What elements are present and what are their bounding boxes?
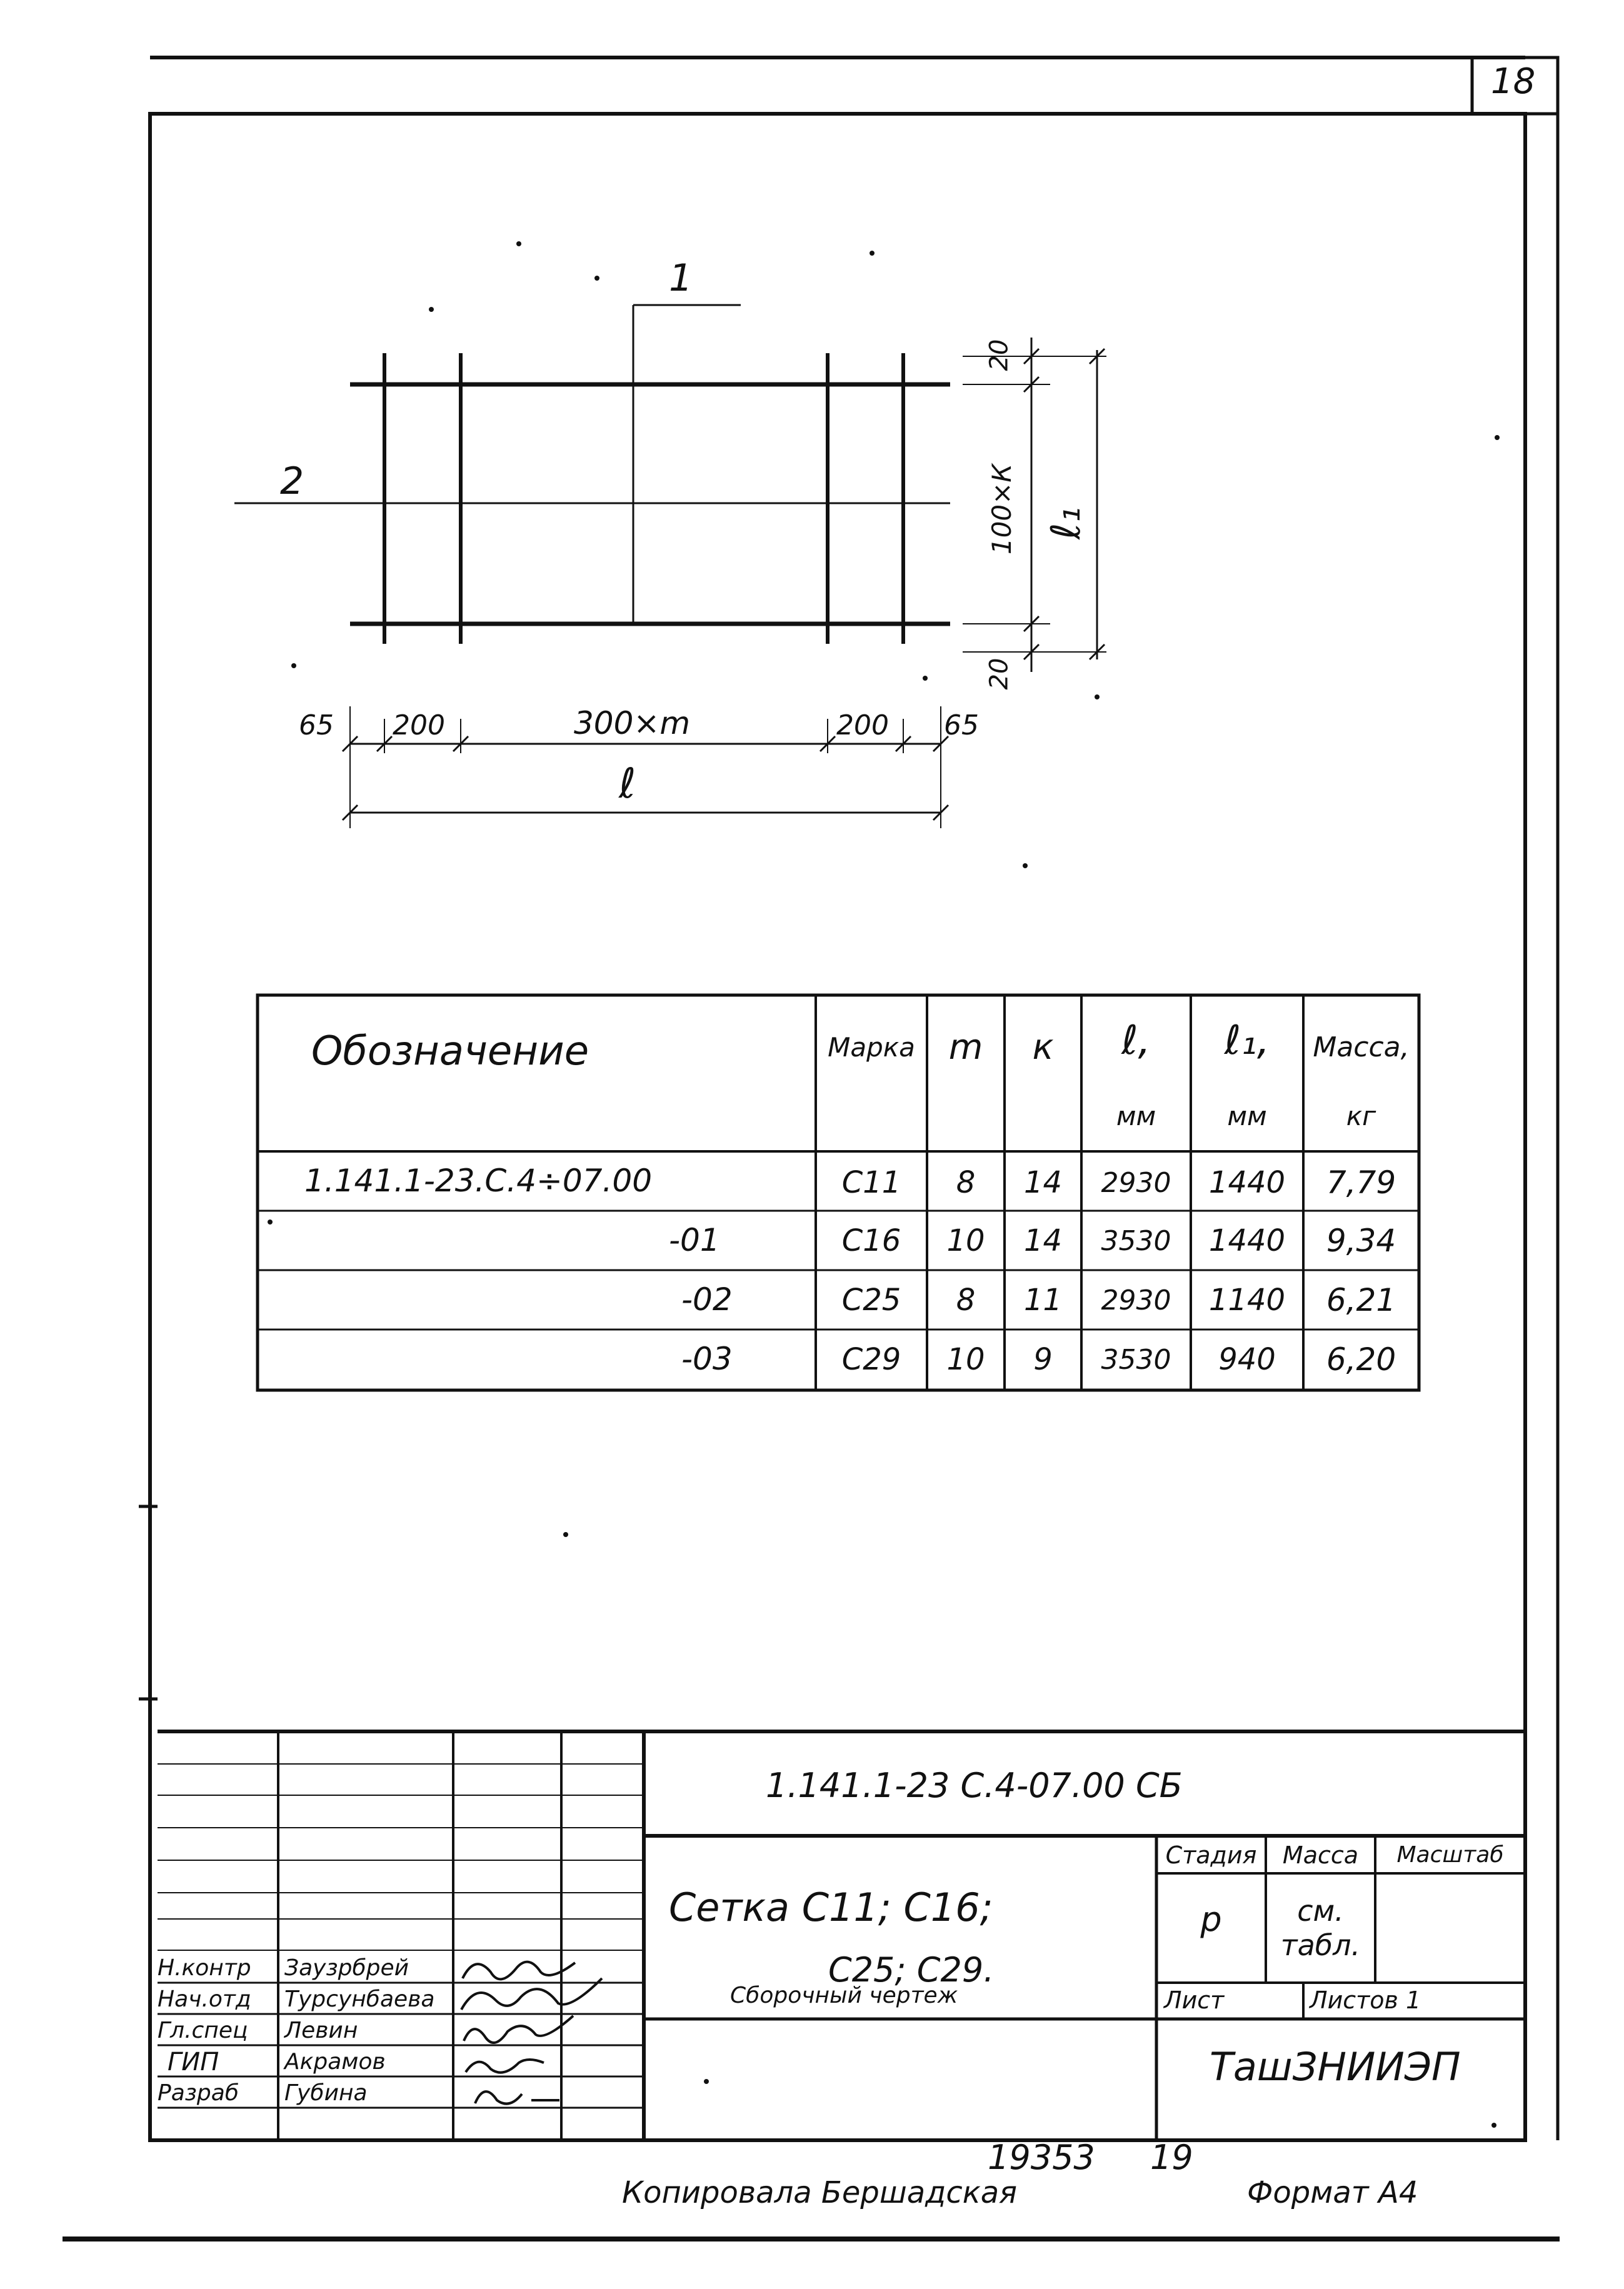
header-l1-unit-label: мм <box>1227 1100 1267 1131</box>
header-k-label: к <box>1032 1026 1054 1068</box>
cell-text: С29 <box>841 1342 901 1377</box>
cell-text: 1440 <box>1208 1165 1286 1200</box>
scale-label-text: Масштаб <box>1396 1842 1504 1868</box>
header-m-label: m <box>948 1026 983 1068</box>
table-cell-mark <box>816 1216 927 1266</box>
stage-label <box>1156 1838 1266 1872</box>
header-l1-unit <box>1191 1097 1303 1134</box>
table-cell-l <box>1081 1158 1191 1208</box>
header-k <box>1005 1025 1081 1069</box>
signer-role: Нач.отд <box>158 1986 251 2012</box>
table-cell-mass <box>1303 1335 1419 1385</box>
cell-text: С25 <box>841 1283 901 1318</box>
mass-value <box>1269 1881 1372 1975</box>
cell-text: 9,34 <box>1326 1223 1396 1259</box>
inventory-number: 19353 <box>988 2138 1095 2177</box>
stage-label-text: Стадия <box>1165 1841 1257 1869</box>
scale-label <box>1375 1838 1525 1872</box>
header-designation: Обозначение <box>311 1028 589 1074</box>
header-mass-label: Масса, <box>1313 1031 1410 1063</box>
signer-role: Н.контр <box>158 1955 251 1981</box>
cell-text: 14 <box>1023 1165 1063 1200</box>
organization: ТашЗНИИЭП <box>1210 2044 1461 2090</box>
cell-text: 10 <box>946 1342 985 1377</box>
title-line-1: Сетка С11; С16; <box>669 1885 993 1930</box>
cell-text: 11 <box>1023 1283 1063 1318</box>
title-line-2: С25; С29. <box>828 1950 995 1990</box>
table-cell-mark <box>816 1275 927 1325</box>
table-cell-m <box>927 1335 1005 1385</box>
table-cell-m <box>927 1216 1005 1266</box>
table-cell-mass <box>1303 1216 1419 1266</box>
table-cell-k <box>1005 1158 1081 1208</box>
callout-2: 2 <box>280 459 304 503</box>
cell-text: 8 <box>956 1165 976 1200</box>
header-l-unit-label: мм <box>1116 1100 1156 1131</box>
signer-role: ГИП <box>168 2048 219 2076</box>
callout-1: 1 <box>669 256 693 300</box>
table-cell-mark <box>816 1158 927 1208</box>
cell-text: 940 <box>1218 1342 1276 1377</box>
cell-text: 1440 <box>1208 1223 1286 1258</box>
table-cell-mark <box>816 1335 927 1385</box>
header-l1 <box>1191 1016 1303 1066</box>
cell-text: 3530 <box>1101 1225 1171 1257</box>
signer-name: Заузрбрей <box>284 1955 409 1981</box>
cell-text: 9 <box>1033 1342 1053 1377</box>
table-row-designation: -01 <box>669 1222 720 1258</box>
table-cell-k <box>1005 1335 1081 1385</box>
table-row-designation: -02 <box>681 1281 733 1318</box>
cell-text: 6,21 <box>1326 1282 1396 1318</box>
table-cell-l <box>1081 1275 1191 1325</box>
table-cell-m <box>927 1158 1005 1208</box>
header-l-unit <box>1081 1097 1191 1134</box>
cell-text: 2930 <box>1101 1166 1171 1199</box>
cell-text: С11 <box>841 1165 901 1200</box>
mass-label-text: Масса <box>1282 1841 1359 1869</box>
header-mass <box>1303 1025 1419 1069</box>
header-mark <box>816 1025 927 1069</box>
signer-name: Турсунбаева <box>284 1986 435 2012</box>
subtitle: Сборочный чертеж <box>730 1983 958 2008</box>
cell-text: 2930 <box>1101 1284 1171 1316</box>
sheet-number: 18 <box>1491 61 1536 102</box>
header-l <box>1081 1016 1191 1066</box>
stage-value <box>1156 1888 1266 1950</box>
table-cell-k <box>1005 1275 1081 1325</box>
signer-role: Гл.спец <box>158 2018 248 2043</box>
cell-text: 7,79 <box>1326 1165 1396 1201</box>
cell-text: 10 <box>946 1223 985 1258</box>
table-cell-k <box>1005 1216 1081 1266</box>
copied-by: Копировала Бершадская <box>622 2175 1018 2210</box>
dim-200-right: 200 <box>836 709 889 741</box>
table-row-designation: -03 <box>681 1341 733 1377</box>
cell-text: 8 <box>956 1283 976 1318</box>
table-cell-mass <box>1303 1158 1419 1208</box>
signer-name: Губина <box>284 2080 368 2106</box>
cell-text: С16 <box>841 1223 901 1258</box>
dim-20-top: 20 <box>985 339 1014 371</box>
dim-300m: 300×m <box>574 705 691 741</box>
dim-65-right: 65 <box>944 709 979 741</box>
table-cell-l1 <box>1191 1275 1303 1325</box>
format-label: Формат А4 <box>1247 2175 1418 2210</box>
table-cell-l1 <box>1191 1216 1303 1266</box>
dim-l1: ℓ₁ <box>1043 506 1090 540</box>
header-m <box>927 1025 1005 1069</box>
stage-value-text: р <box>1200 1899 1222 1939</box>
table-cell-l1 <box>1191 1158 1303 1208</box>
mass-value-text: см. табл. <box>1280 1893 1361 1962</box>
sheets-label: Листов 1 <box>1310 1986 1421 2014</box>
cell-text: 14 <box>1023 1223 1063 1258</box>
header-l1-label: ℓ₁, <box>1224 1018 1270 1064</box>
dim-65-left: 65 <box>299 709 334 741</box>
mesh-drawing <box>234 305 1106 828</box>
dim-l: ℓ <box>619 759 636 808</box>
dim-100k: 100×К <box>986 463 1018 555</box>
table-cell-l1 <box>1191 1335 1303 1385</box>
mass-label <box>1266 1838 1375 1872</box>
signer-role: Разраб <box>158 2080 239 2106</box>
page-index: 19 <box>1150 2138 1193 2177</box>
dim-200-left: 200 <box>393 709 445 741</box>
table-cell-mass <box>1303 1275 1419 1325</box>
table-cell-l <box>1081 1335 1191 1385</box>
signer-name: Левин <box>284 2018 358 2043</box>
table-cell-l <box>1081 1216 1191 1266</box>
header-mass-unit-label: кг <box>1346 1100 1376 1131</box>
cell-text: 6,20 <box>1326 1341 1396 1378</box>
cell-text: 1140 <box>1208 1283 1286 1318</box>
header-l-label: ℓ, <box>1121 1018 1151 1064</box>
sheet-label: Лист <box>1164 1986 1225 2014</box>
header-mass-unit <box>1303 1097 1419 1134</box>
header-mark-label: Марка <box>828 1031 915 1063</box>
signer-name: Акрамов <box>284 2049 386 2075</box>
doc-code: 1.141.1-23 С.4-07.00 СБ <box>766 1766 1183 1805</box>
dim-20-bottom: 20 <box>985 658 1014 690</box>
table-cell-m <box>927 1275 1005 1325</box>
table-row-designation: 1.141.1-23.С.4÷07.00 <box>304 1163 653 1199</box>
cell-text: 3530 <box>1101 1343 1171 1376</box>
